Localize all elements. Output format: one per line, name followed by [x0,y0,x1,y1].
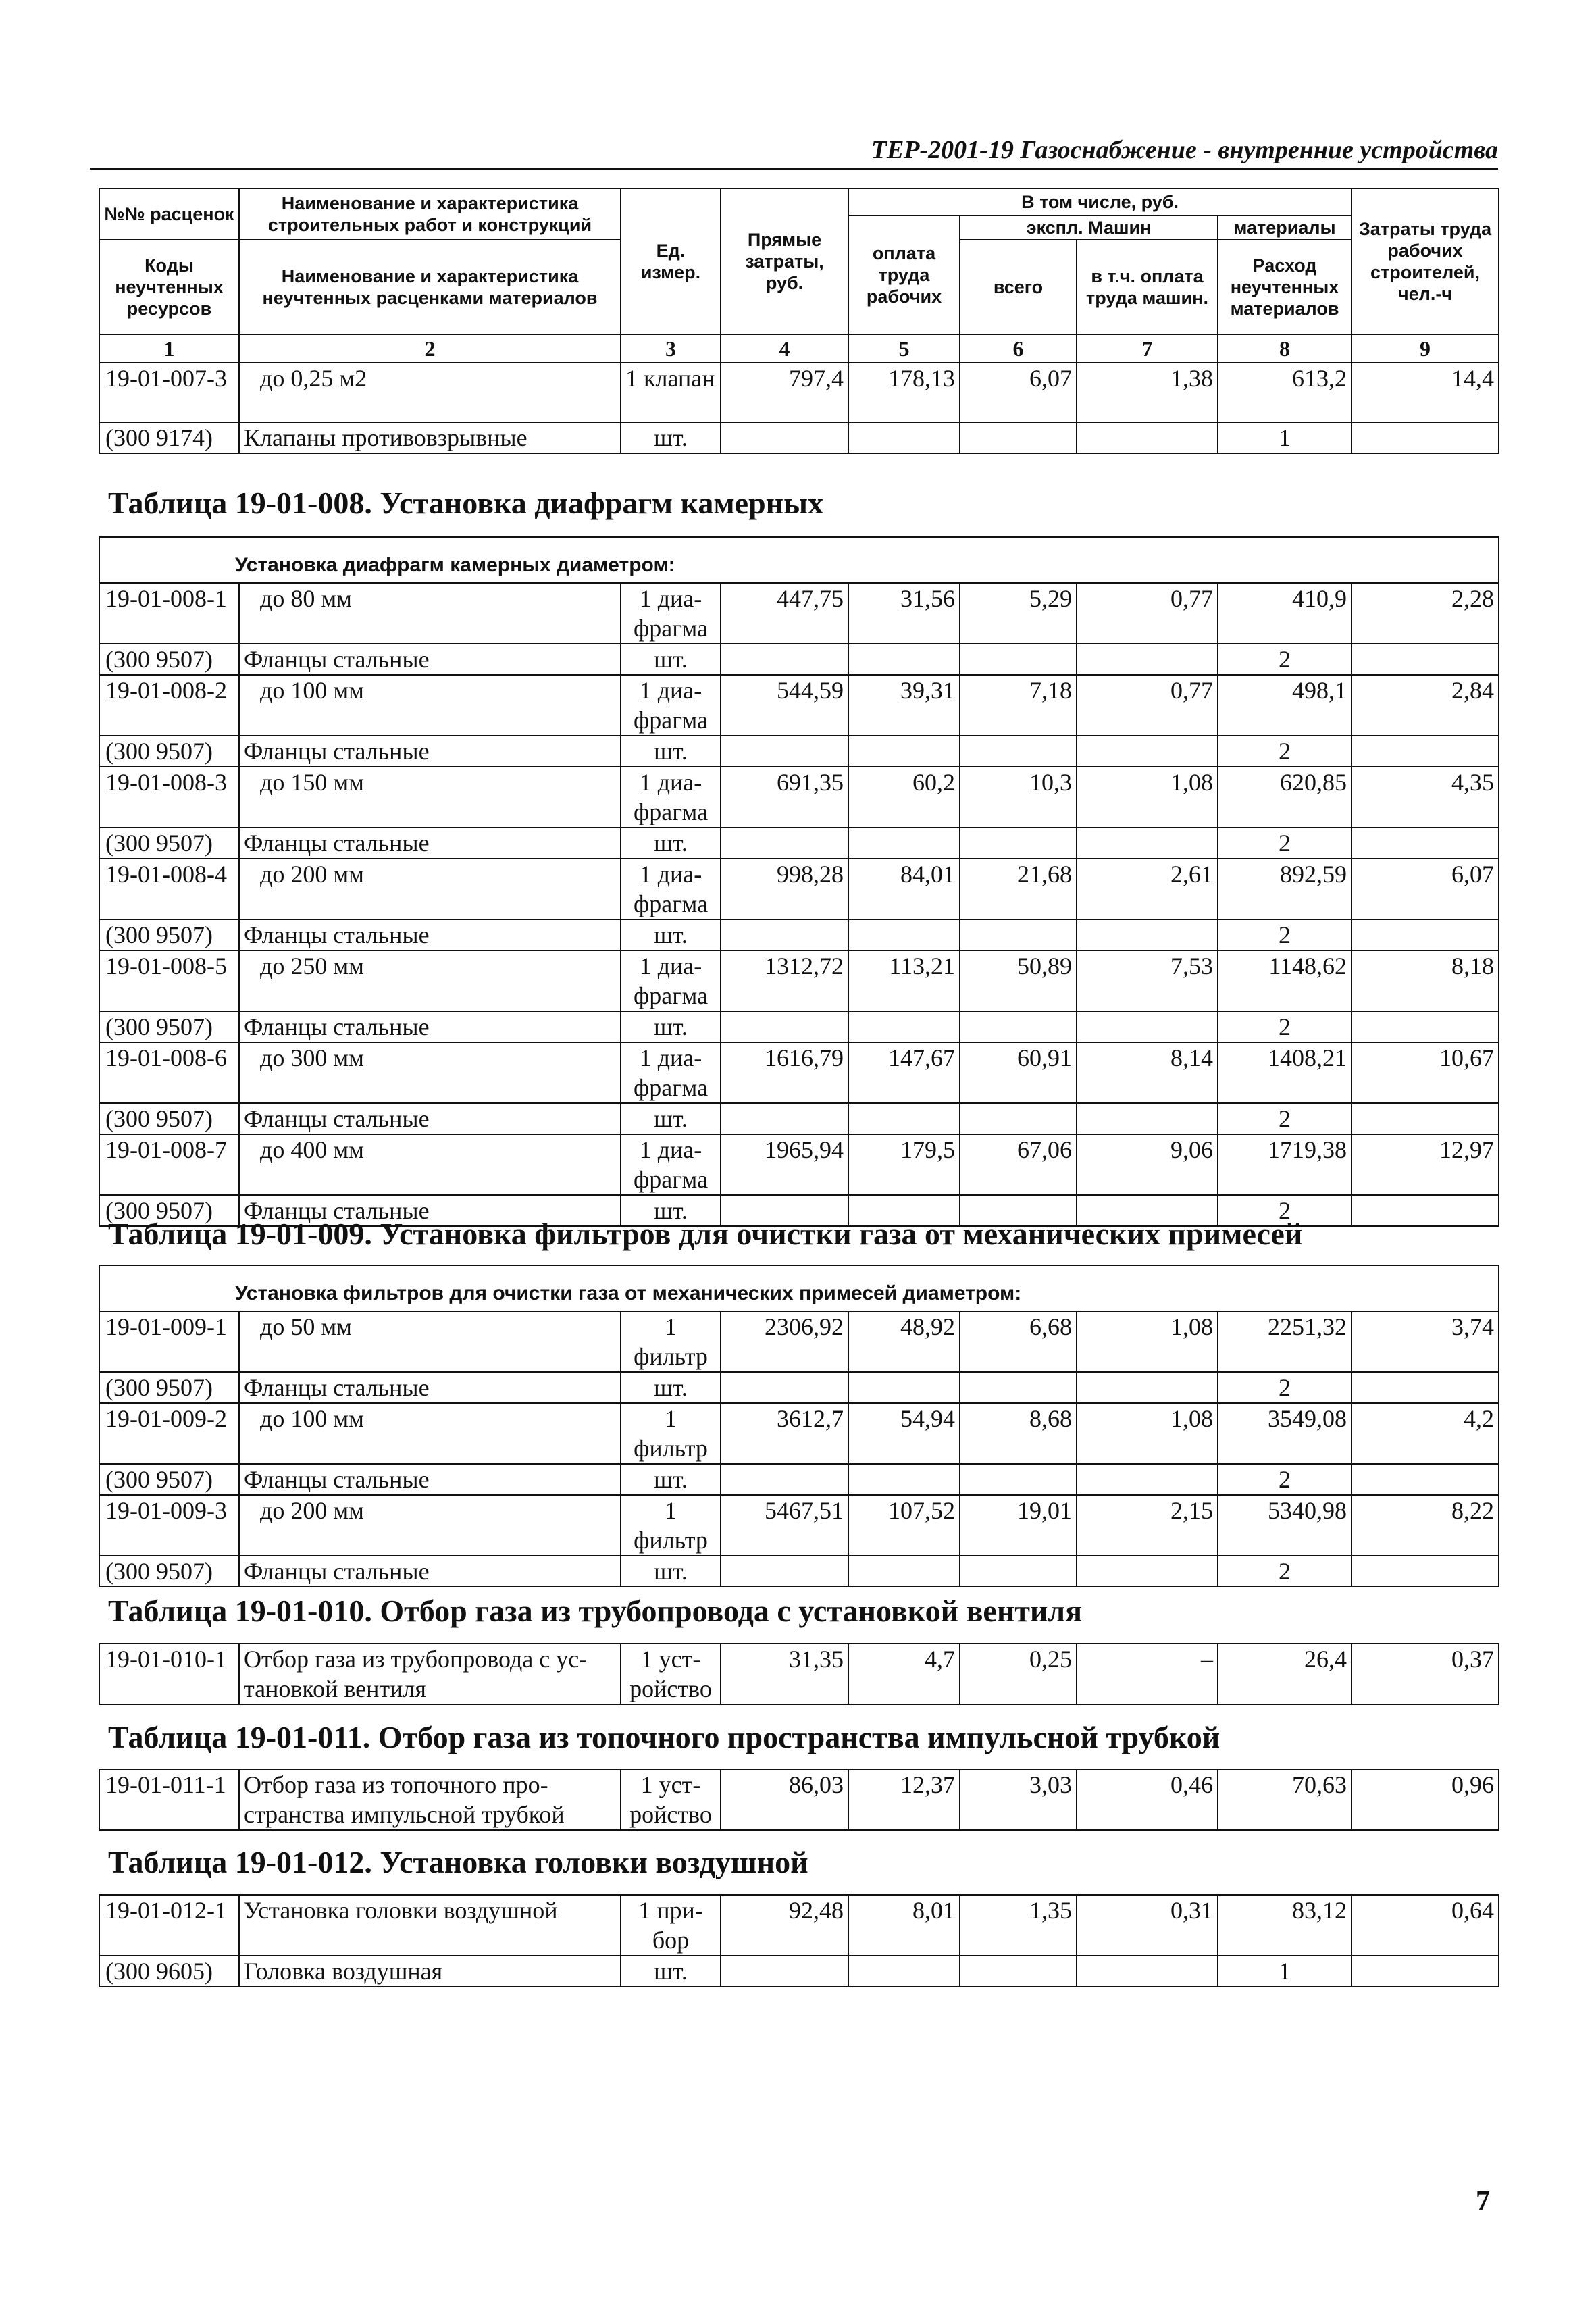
col-head-code: №№ расценок [99,188,239,240]
wages: 54,94 [848,1403,960,1464]
resource-name: Фланцы стальные [239,1195,621,1226]
resource-unit: шт. [621,644,721,675]
col-num: 7 [1077,334,1218,363]
caption-19-01-012: Таблица 19-01-012. Установка головки воздушной [108,1845,808,1879]
unit-line: 1 диа- [639,1136,702,1163]
machines-total: 0,25 [960,1644,1077,1704]
direct-cost: 797,4 [721,363,848,422]
machine-wages: 0,77 [1077,675,1218,736]
machine-wages: 1,08 [1077,767,1218,828]
col-head-labor: Затраты труда рабочих строителей, чел.-ч [1352,188,1499,334]
unit [621,1311,721,1372]
running-header: ТЕР-2001-19 Газоснабжение - внутренние устройства [90,135,1498,170]
wages: 31,56 [848,583,960,644]
materials: 410,9 [1218,583,1352,644]
labor: 0,37 [1352,1644,1499,1704]
resource-unit: шт. [621,1011,721,1042]
wages: 12,37 [848,1769,960,1830]
labor: 8,18 [1352,950,1499,1011]
wages: 113,21 [848,950,960,1011]
direct-cost: 5467,51 [721,1495,848,1556]
materials: 892,59 [1218,859,1352,919]
rate-code: 19-01-010-1 [99,1644,239,1704]
unit-line: ройство [629,1675,712,1702]
rate-name: до 300 мм [239,1042,621,1103]
page-number: 7 [1476,2186,1490,2217]
rate-code: 19-01-009-3 [99,1495,239,1556]
machines-total: 10,3 [960,767,1077,828]
labor: 10,67 [1352,1042,1499,1103]
resource-code: (300 9507) [99,828,239,859]
caption-19-01-008: Таблица 19-01-008. Установка диафрагм камерных [108,486,824,520]
labor: 14,4 [1352,363,1499,422]
col-head-name: Наименование и характеристика строительных работ и конструкций [239,188,621,240]
unit-line: фильтр [634,1435,708,1462]
resource-qty: 2 [1218,919,1352,950]
resource-unit: шт. [621,422,721,453]
materials: 70,63 [1218,1769,1352,1830]
resource-code: (300 9507) [99,644,239,675]
rate-code: 19-01-008-3 [99,767,239,828]
rate-code: 19-01-008-5 [99,950,239,1011]
resource-qty: 2 [1218,1195,1352,1226]
table-19-01-010 [99,1643,1499,1705]
table-19-01-007 [99,188,1499,454]
unit-line: 1 уст- [640,1771,701,1798]
unit [621,859,721,919]
resource-qty: 1 [1218,422,1352,453]
table-19-01-012 [99,1894,1499,1987]
machines-total: 67,06 [960,1134,1077,1195]
unit [621,1134,721,1195]
unit: 1 клапан [621,363,721,422]
machines-total: 3,03 [960,1769,1077,1830]
resource-name: Фланцы стальные [239,1103,621,1134]
machines-total: 6,07 [960,363,1077,422]
labor: 4,35 [1352,767,1499,828]
resource-unit: шт. [621,919,721,950]
machine-wages: 8,14 [1077,1042,1218,1103]
col-head-materials: материалы [1218,215,1352,240]
direct-cost: 3612,7 [721,1403,848,1464]
table-19-01-008 [99,536,1499,1227]
resource-name: Фланцы стальные [239,1011,621,1042]
machine-wages: 1,08 [1077,1311,1218,1372]
resource-code: (300 9605) [99,1956,239,1987]
rate-name: Установка головки воздушной [239,1895,621,1956]
rate-name [239,1644,621,1704]
unit-line: бор [652,1927,690,1954]
resource-name: Головка воздушная [239,1956,621,1987]
direct-cost: 544,59 [721,675,848,736]
machine-wages: – [1077,1644,1218,1704]
col-head-machine-wages: в т.ч. оплата труда машин. [1077,240,1218,334]
col-num: 3 [621,334,721,363]
direct-cost: 1312,72 [721,950,848,1011]
unit [621,1042,721,1103]
rate-code: 19-01-008-2 [99,675,239,736]
wages: 4,7 [848,1644,960,1704]
unit-line: фрагма [633,890,709,917]
rate-code: 19-01-007-3 [99,363,239,422]
col-head-wages: оплата труда рабочих [848,215,960,334]
unit [621,1644,721,1704]
unit [621,583,721,644]
unit-line: ройство [629,1801,712,1828]
resource-qty: 2 [1218,1011,1352,1042]
direct-cost: 691,35 [721,767,848,828]
machines-total: 1,35 [960,1895,1077,1956]
machines-total: 7,18 [960,675,1077,736]
direct-cost: 998,28 [721,859,848,919]
unit-line: 1 диа- [639,1044,702,1071]
col-num: 9 [1352,334,1499,363]
labor: 3,74 [1352,1311,1499,1372]
machine-wages: 2,15 [1077,1495,1218,1556]
resource-qty: 2 [1218,1556,1352,1587]
machine-wages: 2,61 [1077,859,1218,919]
unit-line: фильтр [634,1343,708,1370]
col-num: 1 [99,334,239,363]
resource-name: Фланцы стальные [239,919,621,950]
materials: 26,4 [1218,1644,1352,1704]
direct-cost: 1616,79 [721,1042,848,1103]
machine-wages: 1,08 [1077,1403,1218,1464]
caption-19-01-010: Таблица 19-01-010. Отбор газа из трубопровода с установкой вентиля [108,1594,1083,1628]
rate-name: до 50 мм [239,1311,621,1372]
labor: 12,97 [1352,1134,1499,1195]
materials: 620,85 [1218,767,1352,828]
rate-name: до 400 мм [239,1134,621,1195]
materials: 2251,32 [1218,1311,1352,1372]
direct-cost: 447,75 [721,583,848,644]
unit-line: фрагма [633,982,709,1009]
unit [621,1403,721,1464]
wages: 60,2 [848,767,960,828]
rate-name: до 80 мм [239,583,621,644]
unit-line: 1 диа- [639,861,702,888]
resource-name: Фланцы стальные [239,1464,621,1495]
labor: 2,28 [1352,583,1499,644]
labor: 2,84 [1352,675,1499,736]
col-head-resource-code: Коды неучтенных ресурсов [99,240,239,334]
col-num: 4 [721,334,848,363]
resource-unit: шт. [621,1103,721,1134]
labor: 0,96 [1352,1769,1499,1830]
resource-qty: 1 [1218,1956,1352,1987]
unit-line: фрагма [633,615,709,642]
col-head-material-use: Расход неучтенных материалов [1218,240,1352,334]
materials: 1408,21 [1218,1042,1352,1103]
unit-line: 1 [665,1497,677,1524]
wages: 107,52 [848,1495,960,1556]
rate-name: до 150 мм [239,767,621,828]
machine-wages: 0,46 [1077,1769,1218,1830]
resource-code: (300 9507) [99,736,239,767]
machines-total: 5,29 [960,583,1077,644]
machine-wages: 0,77 [1077,583,1218,644]
wages: 48,92 [848,1311,960,1372]
resource-qty: 2 [1218,828,1352,859]
machines-total: 50,89 [960,950,1077,1011]
col-num: 5 [848,334,960,363]
wages: 8,01 [848,1895,960,1956]
wages: 178,13 [848,363,960,422]
resource-code: (300 9507) [99,1195,239,1226]
materials: 613,2 [1218,363,1352,422]
unit [621,675,721,736]
resource-qty: 2 [1218,1372,1352,1403]
resource-code: (300 9507) [99,1464,239,1495]
unit-line: фильтр [634,1527,708,1554]
machine-wages: 7,53 [1077,950,1218,1011]
rate-name: до 100 мм [239,675,621,736]
rate-code: 19-01-011-1 [99,1769,239,1830]
rate-name-line: Отбор газа из трубопровода с ус- [244,1646,588,1673]
unit-line: 1 диа- [639,952,702,980]
col-head-machines: экспл. Машин [960,215,1218,240]
unit-line: фрагма [633,1166,709,1193]
machines-total: 8,68 [960,1403,1077,1464]
unit-line: фрагма [633,1074,709,1101]
machines-total: 60,91 [960,1042,1077,1103]
resource-code: (300 9507) [99,1372,239,1403]
table-19-01-009 [99,1265,1499,1587]
resource-unit: шт. [621,1372,721,1403]
machines-total: 6,68 [960,1311,1077,1372]
direct-cost: 92,48 [721,1895,848,1956]
resource-unit: шт. [621,1464,721,1495]
unit-line: 1 диа- [639,677,702,704]
materials: 3549,08 [1218,1403,1352,1464]
rate-code: 19-01-008-4 [99,859,239,919]
resource-name: Фланцы стальные [239,1556,621,1587]
resource-name: Клапаны противовзрывные [239,422,621,453]
resource-name: Фланцы стальные [239,736,621,767]
col-head-resource-name: Наименование и характеристика неучтенных расценками материалов [239,240,621,334]
wages: 84,01 [848,859,960,919]
unit-line: 1 уст- [640,1646,701,1673]
rate-code: 19-01-008-1 [99,583,239,644]
unit-line: фрагма [633,798,709,825]
resource-qty: 2 [1218,1103,1352,1134]
resource-unit: шт. [621,1956,721,1987]
caption-19-01-009: Таблица 19-01-009. Установка фильтров для очистки газа от механических примесей [108,1217,1303,1251]
machines-total: 21,68 [960,859,1077,919]
resource-code: (300 9507) [99,919,239,950]
rate-name [239,1769,621,1830]
rate-name-line: тановкой вентиля [244,1675,426,1702]
labor: 4,2 [1352,1403,1499,1464]
direct-cost: 1965,94 [721,1134,848,1195]
direct-cost: 86,03 [721,1769,848,1830]
labor: 0,64 [1352,1895,1499,1956]
unit [621,767,721,828]
rate-name-line: странства импульсной трубкой [244,1801,565,1828]
resource-code: (300 9507) [99,1011,239,1042]
col-num: 8 [1218,334,1352,363]
unit-line: 1 [665,1313,677,1340]
materials: 83,12 [1218,1895,1352,1956]
materials: 1719,38 [1218,1134,1352,1195]
unit-line: 1 диа- [639,585,702,612]
resource-name: Фланцы стальные [239,828,621,859]
rate-name: до 0,25 м2 [239,363,621,422]
unit [621,1495,721,1556]
resource-unit: шт. [621,1195,721,1226]
resource-qty: 2 [1218,1464,1352,1495]
resource-name: Фланцы стальные [239,1372,621,1403]
direct-cost: 31,35 [721,1644,848,1704]
labor: 6,07 [1352,859,1499,919]
resource-code: (300 9174) [99,422,239,453]
resource-unit: шт. [621,736,721,767]
rate-code: 19-01-012-1 [99,1895,239,1956]
unit [621,1895,721,1956]
col-head-direct-cost: Прямые затраты, руб. [721,188,848,334]
rate-name: до 200 мм [239,859,621,919]
materials: 498,1 [1218,675,1352,736]
rate-code: 19-01-008-7 [99,1134,239,1195]
wages: 39,31 [848,675,960,736]
machines-total: 19,01 [960,1495,1077,1556]
resource-name: Фланцы стальные [239,644,621,675]
rate-code: 19-01-009-1 [99,1311,239,1372]
direct-cost: 2306,92 [721,1311,848,1372]
col-head-unit: Ед. измер. [621,188,721,334]
rate-code: 19-01-008-6 [99,1042,239,1103]
rate-name: до 200 мм [239,1495,621,1556]
machine-wages: 0,31 [1077,1895,1218,1956]
materials: 1148,62 [1218,950,1352,1011]
wages: 147,67 [848,1042,960,1103]
unit-line: фрагма [633,707,709,734]
rate-name-line: Отбор газа из топочного про- [244,1771,548,1798]
unit-line: 1 [665,1405,677,1432]
col-head-machines-total: всего [960,240,1077,334]
unit [621,1769,721,1830]
unit-line: 1 диа- [639,769,702,796]
wages: 179,5 [848,1134,960,1195]
machine-wages: 1,38 [1077,363,1218,422]
table-19-01-011 [99,1769,1499,1831]
labor: 8,22 [1352,1495,1499,1556]
materials: 5340,98 [1218,1495,1352,1556]
rate-code: 19-01-009-2 [99,1403,239,1464]
unit [621,950,721,1011]
resource-qty: 2 [1218,736,1352,767]
resource-unit: шт. [621,1556,721,1587]
rate-name: до 250 мм [239,950,621,1011]
resource-code: (300 9507) [99,1556,239,1587]
caption-19-01-011: Таблица 19-01-011. Отбор газа из топочного пространства импульсной трубкой [108,1720,1220,1754]
table-subhead: Установка диафрагм камерных диаметром: [99,537,1499,583]
col-num: 6 [960,334,1077,363]
col-num: 2 [239,334,621,363]
resource-code: (300 9507) [99,1103,239,1134]
machine-wages: 9,06 [1077,1134,1218,1195]
unit-line: 1 при- [638,1897,703,1924]
rate-name: до 100 мм [239,1403,621,1464]
resource-unit: шт. [621,828,721,859]
col-head-group: В том числе, руб. [848,188,1352,215]
resource-qty: 2 [1218,644,1352,675]
table-subhead: Установка фильтров для очистки газа от механических примесей диаметром: [99,1265,1499,1311]
